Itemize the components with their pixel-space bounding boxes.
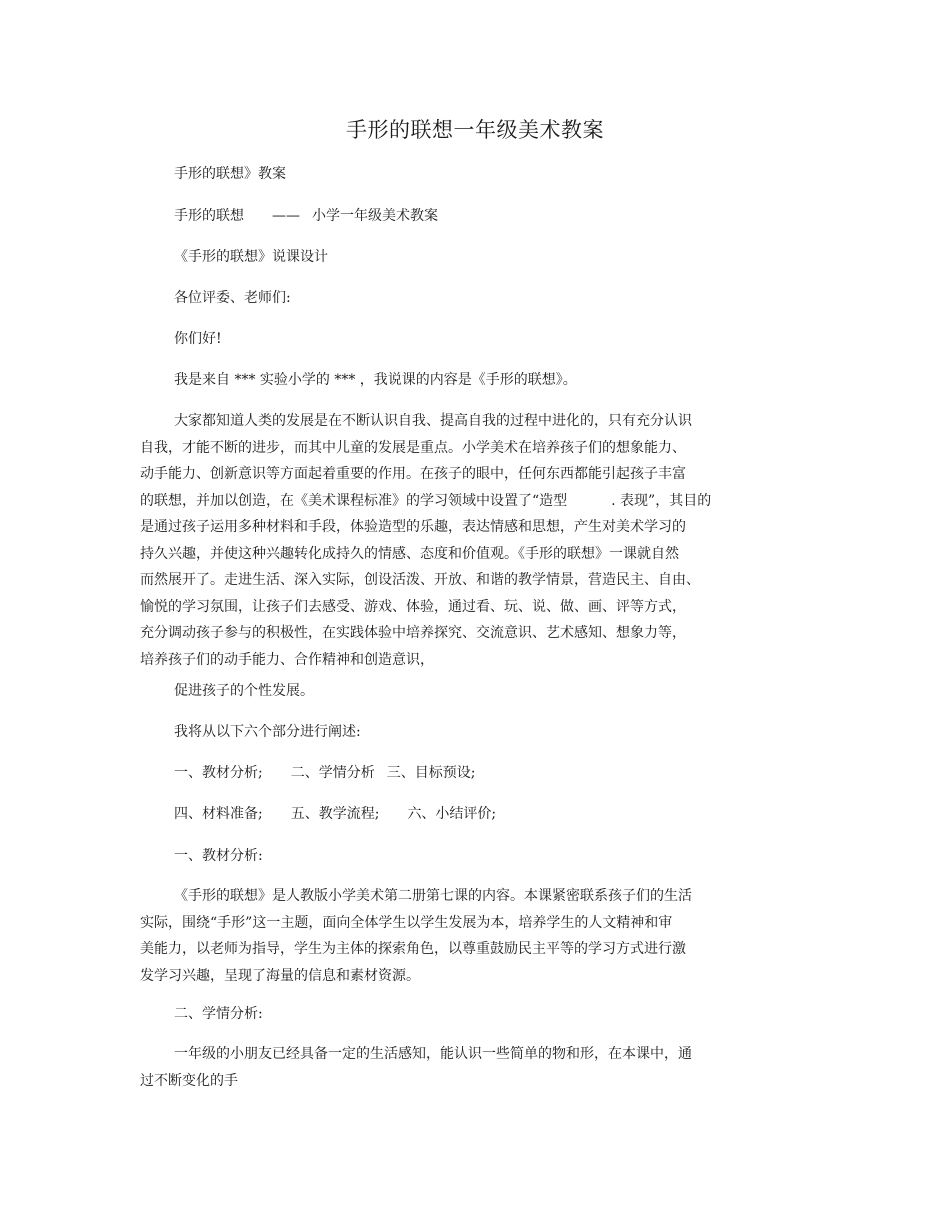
greeting-hello: 你们好! bbox=[174, 331, 222, 347]
section-1-body bbox=[140, 883, 692, 989]
outline-row-1 bbox=[174, 763, 475, 783]
heading-subtitle bbox=[174, 206, 438, 226]
outline-item: 六、小结评价; bbox=[407, 806, 497, 822]
paragraph-line: 培养孩子们的动手能力、合作精神和创造意识， bbox=[140, 651, 434, 668]
outline-item: 一、教材分析; bbox=[174, 765, 263, 781]
outline-item: 四、材料准备; bbox=[174, 806, 263, 822]
paragraph-line bbox=[140, 488, 711, 515]
paragraph-line: 愉悦的学习氛围，让孩子们去感受、游戏、体验，通过看、玩、说、做、画、评等方式， bbox=[140, 598, 686, 615]
paragraph-line-head: 的联想，并加以创造，在《美术课程标准》的学习领域中设置了“造型 bbox=[140, 492, 568, 509]
heading-subtitle-part-a: 手形的联想 bbox=[174, 208, 244, 224]
heading-lesson-plan: 手形的联想》教案 bbox=[174, 166, 286, 182]
section-2-body bbox=[140, 1041, 692, 1094]
paragraph-line: 实际，围绕“手形”这一主题，面向全体学生以学生发展为本，培养学生的人文精神和审 bbox=[140, 914, 673, 931]
paragraph-line: 过不断变化的手 bbox=[140, 1072, 238, 1089]
outline-item: 五、教学流程; bbox=[290, 806, 380, 822]
outline-intro: 我将从以下六个部分进行阐述: bbox=[174, 724, 361, 740]
paragraph-line: 一年级的小朋友已经具备一定的生活感知，能认识一些简单的物和形，在本课中，通 bbox=[174, 1046, 692, 1062]
paragraph-line: 《手形的联想》是人教版小学美术第二册第七课的内容。本课紧密联系孩子们的生活 bbox=[174, 888, 692, 904]
paragraph-line: 大家都知道人类的发展是在不断认识自我、提高自我的过程中进化的，只有充分认识 bbox=[174, 413, 692, 429]
paragraph-line: 动手能力、创新意识等方面起着重要的作用。在孩子的眼中，任何东西都能引起孩子丰富 bbox=[140, 466, 686, 482]
paragraph-line: 而然展开了。走进生活、深入实际，创设活泼、开放、和谐的教学情景，营造民主、自由、 bbox=[140, 572, 700, 588]
paragraph-line: 充分调动孩子参与的积极性，在实践体验中培养探究、交流意识、艺术感知、想象力等， bbox=[140, 625, 686, 641]
paragraph-line-tail: . 表现”，其目的 bbox=[611, 492, 712, 509]
paragraph-line: 持久兴趣，并使这种兴趣转化成持久的情感、态度和价值观。《手形的联想》一课就自然 bbox=[140, 545, 679, 562]
outline-item: 三、目标预设; bbox=[386, 765, 476, 781]
intro-text: 我是来自 *** 实验小学的 *** ，我说课的内容是《手形的联想》。 bbox=[174, 372, 577, 388]
greeting-judges: 各位评委、老师们: bbox=[174, 290, 291, 306]
paragraph-development: 促进孩子的个性发展。 bbox=[174, 683, 314, 699]
section-2-title: 二、学情分析: bbox=[174, 1006, 263, 1022]
section-1-title: 一、教材分析: bbox=[174, 848, 263, 864]
paragraph-line: 是通过孩子运用多种材料和手段，体验造型的乐趣，表达情感和思想，产生对美术学习的 bbox=[140, 519, 686, 535]
paragraph-line: 自我，才能不断的进步，而其中儿童的发展是重点。小学美术在培养孩子们的想象能力、 bbox=[140, 439, 686, 456]
document-title: 手形的联想一年级美术教案 bbox=[346, 118, 604, 142]
heading-subtitle-part-c: 小学一年级美术教案 bbox=[312, 208, 438, 224]
outline-row-2 bbox=[174, 804, 496, 824]
heading-lecture-design: 《手形的联想》说课设计 bbox=[174, 249, 328, 265]
heading-subtitle-dash: —— bbox=[272, 208, 300, 224]
paragraph-line: 发学习兴趣，呈现了海量的信息和素材资源。 bbox=[140, 967, 420, 984]
paragraph-background bbox=[140, 408, 711, 673]
paragraph-line: 美能力，以老师为指导，学生为主体的探索角色，以尊重鼓励民主平等的学习方式进行激 bbox=[140, 941, 686, 957]
outline-item: 二、学情分析 bbox=[290, 765, 375, 781]
